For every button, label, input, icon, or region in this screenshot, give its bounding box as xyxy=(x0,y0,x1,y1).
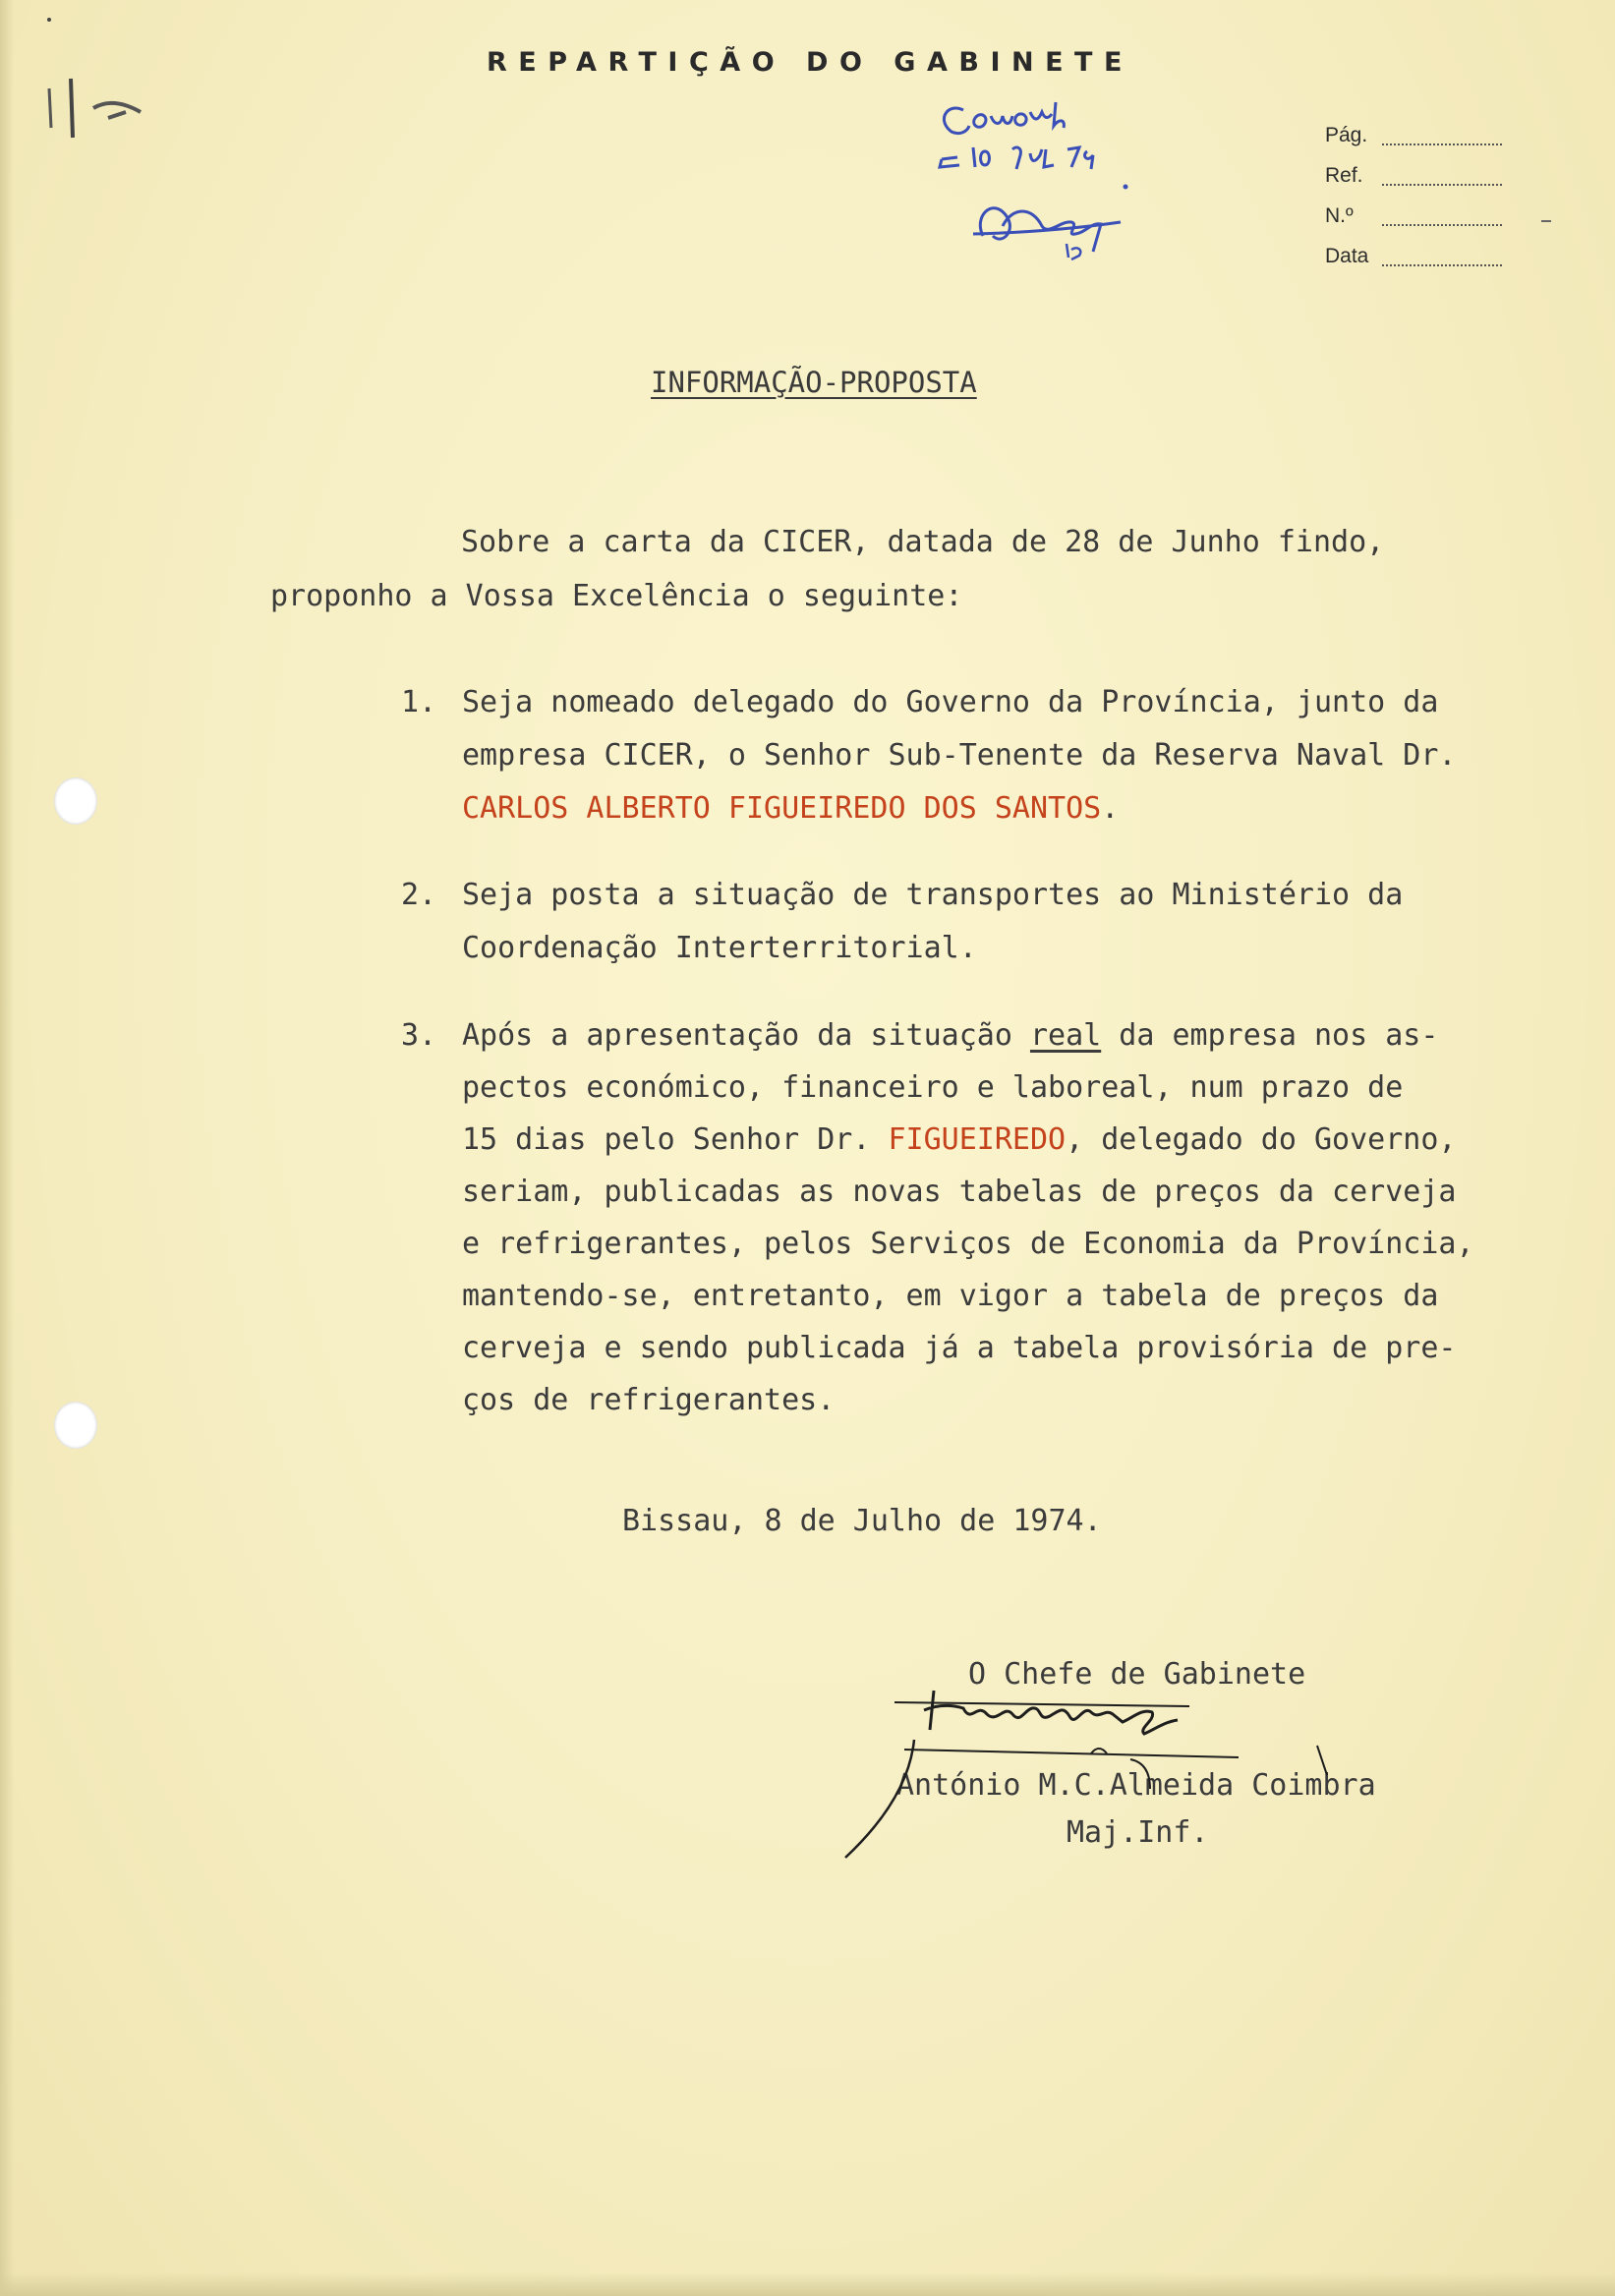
paper-edge-shadow xyxy=(0,0,14,2296)
item-3-line-4: seriam, publicadas as novas tabelas de preços da cerveja xyxy=(462,1175,1457,1209)
item-3-line-6: mantendo-se, entretanto, em vigor a tabela de preços da xyxy=(462,1279,1439,1313)
office-header: REPARTIÇÃO DO GABINETE xyxy=(487,47,1133,78)
item-3-line-5: e refrigerantes, pelos Serviços de Economia da Província, xyxy=(462,1227,1474,1261)
punch-hole-upper xyxy=(54,777,97,825)
signatory-name: António M.C.Almeida Coimbra xyxy=(896,1768,1376,1803)
stray-mark xyxy=(1541,218,1553,224)
intro-line-2: proponho a Vossa Excelência o seguinte: xyxy=(270,579,963,613)
item-3-line-3 xyxy=(462,1122,1456,1157)
ref-blank-page xyxy=(1382,144,1502,145)
item-3-line-8: ços de refrigerantes. xyxy=(462,1383,836,1417)
ref-field-ref xyxy=(1325,164,1502,204)
item-3-delegate-surname: FIGUEIREDO xyxy=(888,1122,1067,1157)
intro-line-1: Sobre a carta da CICER, datada de 28 de Junho findo, xyxy=(461,525,1385,559)
ref-label-number: N.º xyxy=(1325,204,1354,227)
reference-fields xyxy=(1325,124,1502,285)
signatory-rank: Maj.Inf. xyxy=(1067,1815,1209,1850)
item-1-line-1: Seja nomeado delegado do Governo da Província, junto da xyxy=(462,685,1439,719)
ref-field-number xyxy=(1325,204,1502,245)
punch-hole-lower xyxy=(54,1402,97,1449)
item-1-line-3-end: . xyxy=(1101,791,1120,826)
paper-bottom-shadow xyxy=(0,2272,1615,2296)
item-1-line-3 xyxy=(462,791,1119,826)
handwritten-signature xyxy=(836,1681,1386,1877)
ref-blank-number xyxy=(1382,224,1502,226)
ref-blank-date xyxy=(1382,264,1502,266)
handwritten-approval-annotation xyxy=(934,88,1170,265)
item-2-line-1: Seja posta a situação de transportes ao Ministério da xyxy=(462,878,1404,912)
item-3-underlined-word: real xyxy=(1029,1018,1102,1053)
ref-label-page: Pág. xyxy=(1325,124,1368,146)
item-3-line-1 xyxy=(462,1018,1438,1053)
item-2-line-2: Coordenação Interterritorial. xyxy=(462,931,977,965)
item-3-line-1-b: da empresa nos as- xyxy=(1101,1018,1439,1053)
signatory-title: O Chefe de Gabinete xyxy=(968,1657,1306,1692)
item-3-line-3-a: 15 dias pelo Senhor Dr. xyxy=(462,1122,889,1157)
place-and-date: Bissau, 8 de Julho de 1974. xyxy=(622,1504,1102,1538)
document-title: INFORMAÇÃO-PROPOSTA xyxy=(651,366,977,399)
item-1-number: 1. xyxy=(401,685,437,719)
item-3-line-1-a: Após a apresentação da situação xyxy=(462,1018,1030,1053)
ref-label-ref: Ref. xyxy=(1325,164,1363,187)
item-3-line-3-b: , delegado do Governo, xyxy=(1066,1122,1457,1157)
ref-blank-ref xyxy=(1382,184,1502,186)
item-1-line-2: empresa CICER, o Senhor Sub-Tenente da Reserva Naval Dr. xyxy=(462,738,1457,773)
ref-field-page xyxy=(1325,124,1502,164)
item-3-line-7: cerveja e sendo publicada já a tabela provisória de pre- xyxy=(462,1331,1457,1365)
item-3-number: 3. xyxy=(401,1018,437,1053)
delegate-name: CARLOS ALBERTO FIGUEIREDO DOS SANTOS xyxy=(462,791,1102,826)
ref-label-date: Data xyxy=(1325,245,1369,267)
margin-ink-marks xyxy=(20,10,187,147)
item-2-number: 2. xyxy=(401,878,437,912)
ref-field-date xyxy=(1325,245,1502,285)
item-3-line-2: pectos económico, financeiro e laboreal, num prazo de xyxy=(462,1070,1404,1105)
